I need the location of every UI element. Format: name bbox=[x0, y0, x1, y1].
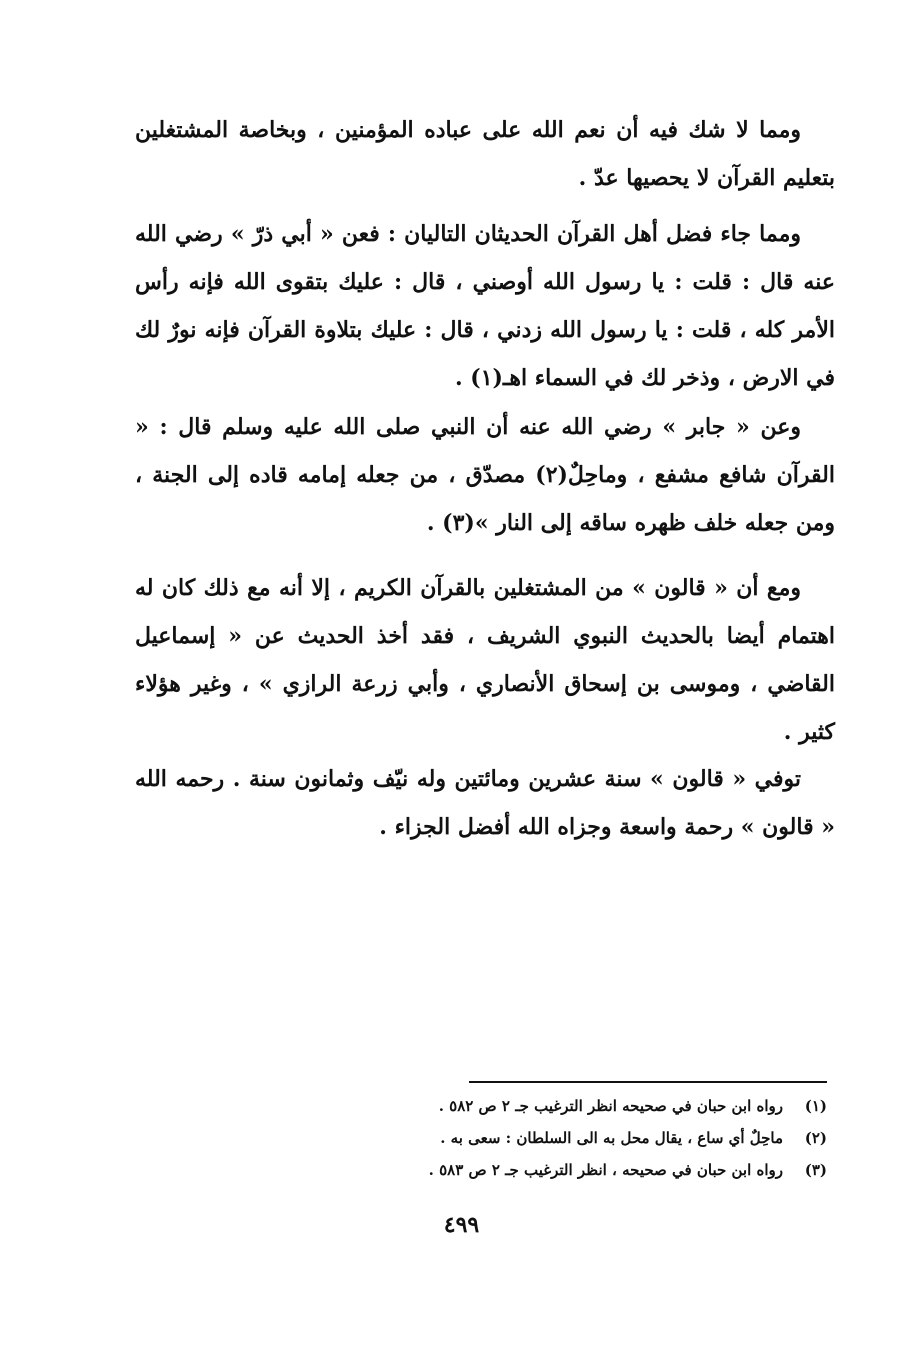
page-number: ٤٩٩ bbox=[443, 1212, 480, 1238]
paragraph-jabir-hadith: وعن « جابر » رضي الله عنه أن النبي صلى الله عليه وسلم قال : « القرآن شافع مشفع ، وماحِلٌ(٢) مصدّق ، من جعله إمامه قاده إلى الجنة ، ومن جعله خلف ظهره ساقه إلى النار »(٣) . bbox=[135, 414, 836, 536]
footnote-item bbox=[267, 1154, 827, 1186]
footnote-number: (٢) bbox=[804, 1129, 827, 1147]
paragraph-qalun-death: توفي « قالون » سنة عشرين ومائتين وله نيّف وثمانون سنة . رحمه الله « قالون » رحمة واسعة وجزاه الله أفضل الجزاء . bbox=[135, 766, 835, 840]
paragraph-qalun-hadith-study: ومع أن « قالون » من المشتغلين بالقرآن الكريم ، إلا أنه مع ذلك كان له اهتمام أيضا بالحديث النبوي الشريف ، فقد أخذ الحديث عن « إسماعيل القاضي ، وموسى بن إسحاق الأنصاري ، وأبي زرعة الرازي » ، وغير هؤلاء كثير . bbox=[135, 575, 835, 745]
footnote-text: ماحِلٌ أي ساع ، يقال محل به الى السلطان : سعى به . bbox=[440, 1129, 783, 1147]
paragraph-blessings: ومما لا شك فيه أن نعم الله على عباده المؤمنين ، وبخاصة المشتغلين بتعليم القرآن لا يحصيها عدّ . bbox=[135, 117, 835, 191]
footnote-text: رواه ابن حبان في صحيحه انظر الترغيب جـ ٢ ص ٥٨٢ . bbox=[438, 1097, 783, 1115]
paragraph-abu-dharr-hadith: ومما جاء فضل أهل القرآن الحديثان التاليان : فعن « أبي ذرّ » رضي الله عنه قال : قلت : يا رسول الله أوصني ، قال : عليك بتقوى الله فإنه رأس الأمر كله ، قلت : يا رسول الله زدني ، قال : عليك بتلاوة القرآن فإنه نورٌ لك في الارض ، وذخر لك في السماء اهـ(١) . bbox=[135, 221, 835, 391]
footnotes bbox=[267, 1090, 827, 1186]
footnote-item bbox=[267, 1122, 827, 1154]
footnote-number: (٣) bbox=[804, 1161, 827, 1179]
footnote-number: (١) bbox=[804, 1097, 827, 1115]
footnote-item bbox=[267, 1090, 827, 1122]
footnote-text: رواه ابن حبان في صحيحه ، انظر الترغيب جـ ٢ ص ٥٨٣ . bbox=[428, 1161, 783, 1179]
footnote-divider bbox=[469, 1081, 827, 1083]
